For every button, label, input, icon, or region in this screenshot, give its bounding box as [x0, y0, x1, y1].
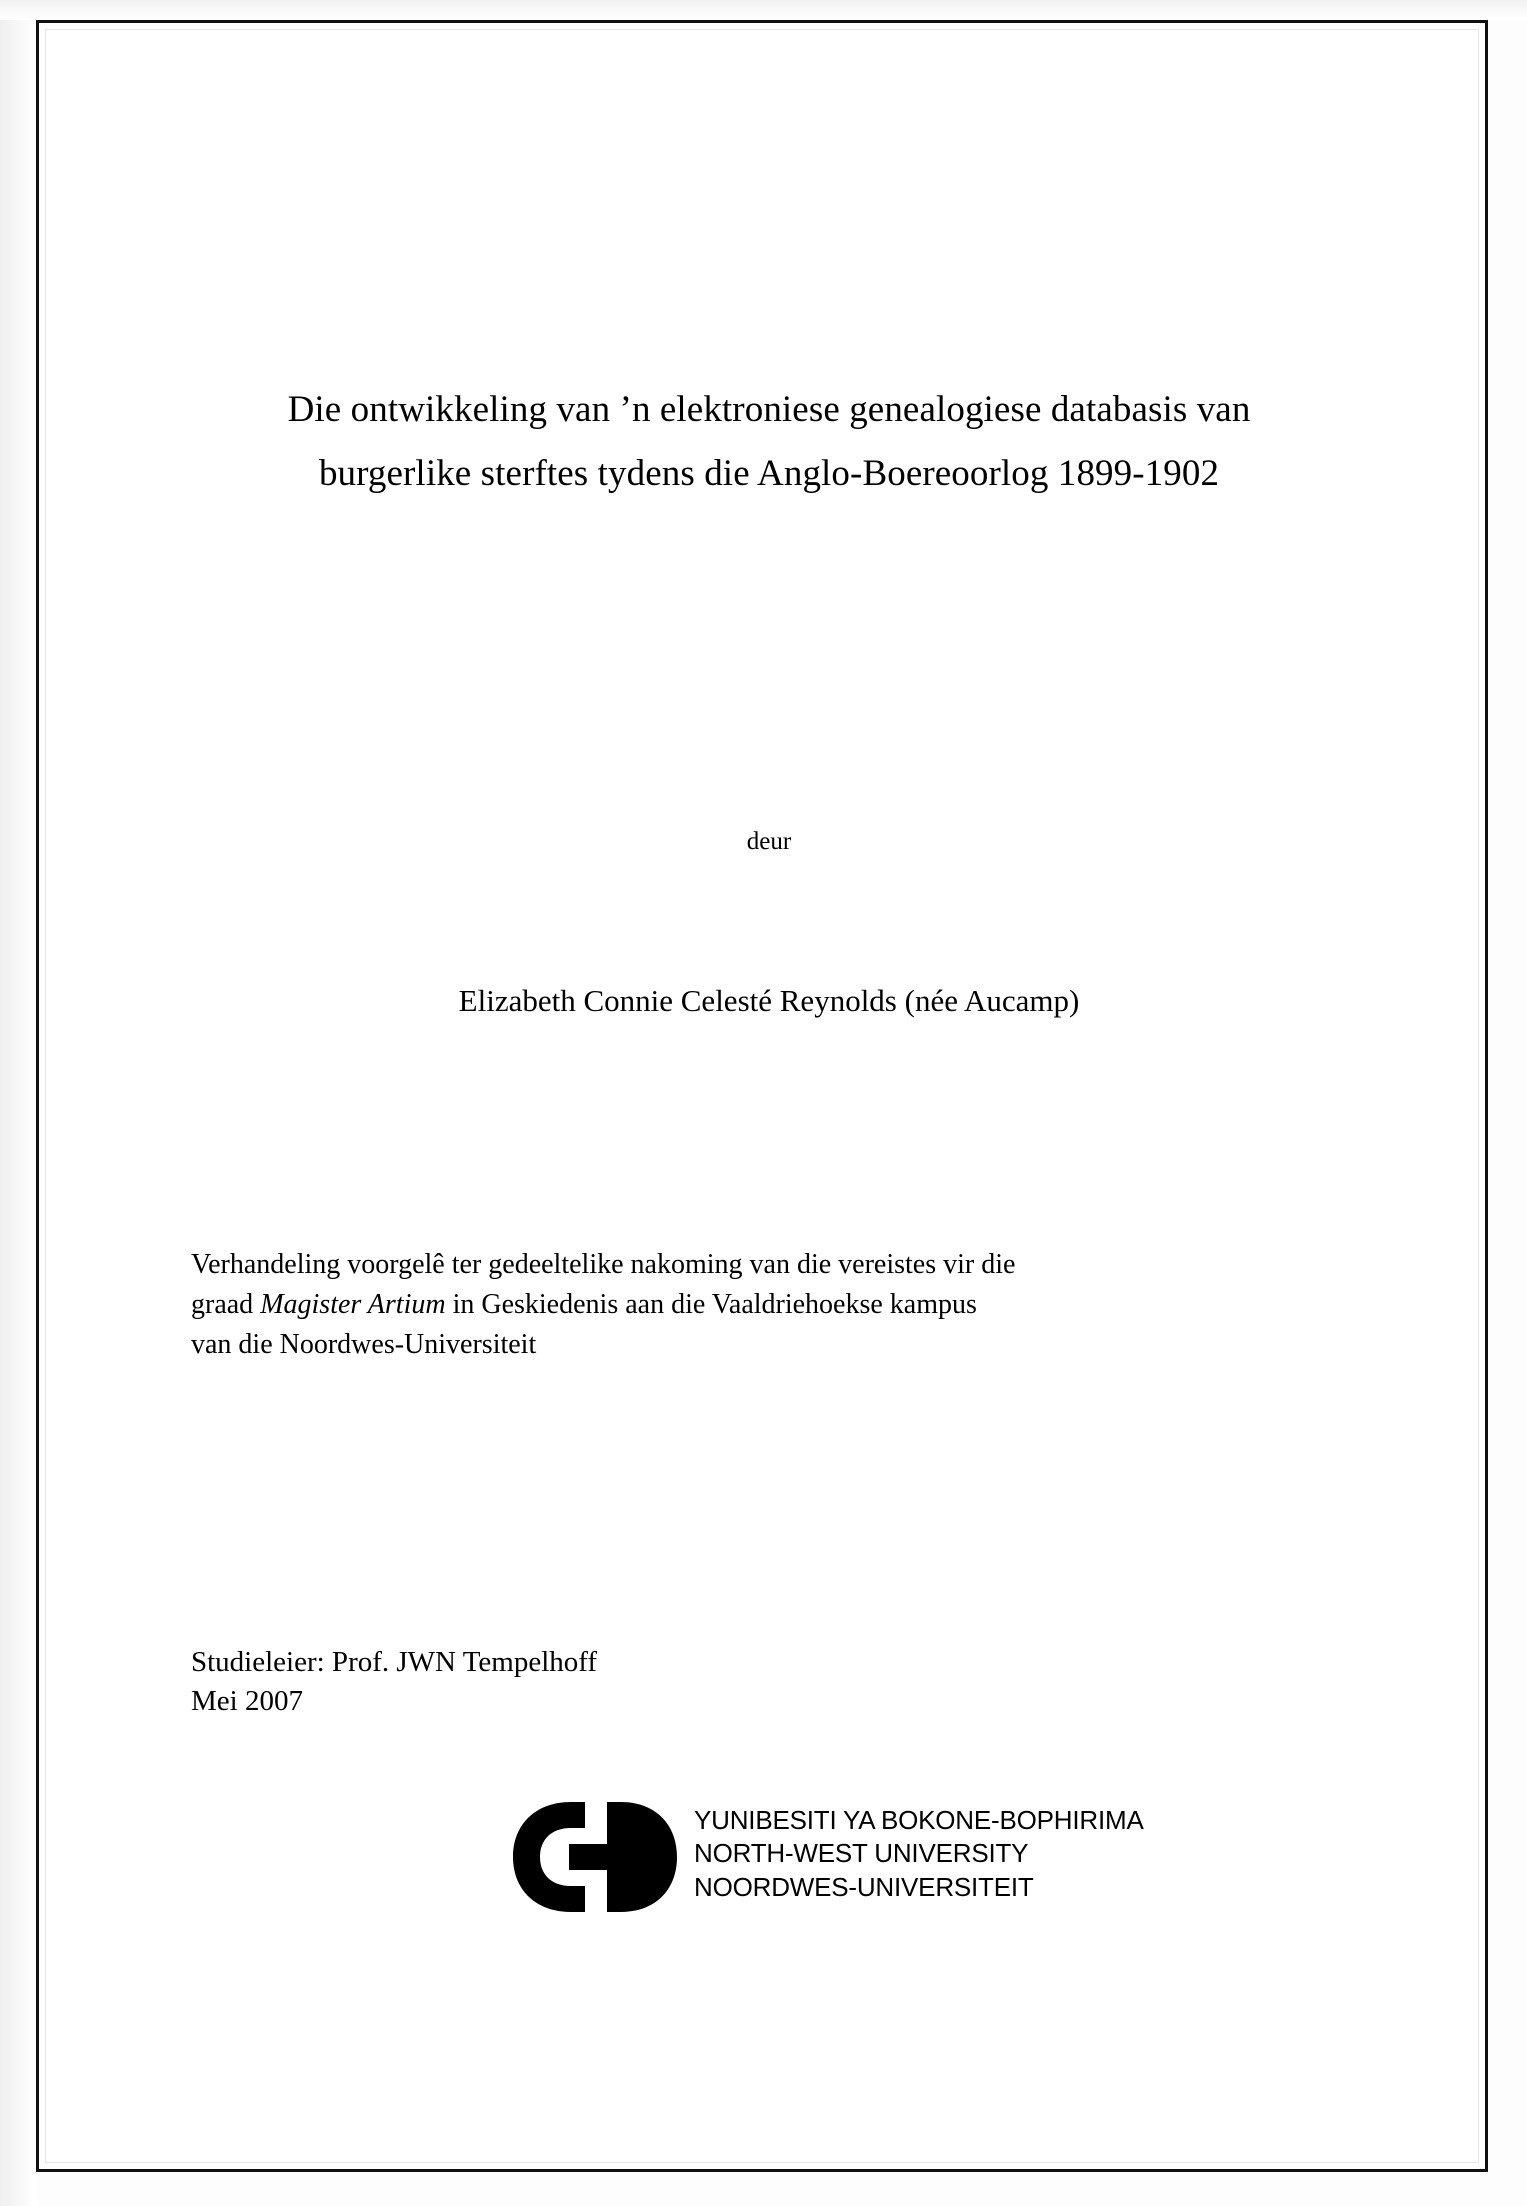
submission-date: Mei 2007 — [191, 1685, 303, 1718]
degree-name-italic: Magister Artium — [260, 1288, 446, 1320]
by-label: deur — [746, 828, 792, 855]
scan-edge-left — [0, 0, 36, 2206]
author-name: Elizabeth Connie Celesté Reynolds (née Aucamp) — [458, 983, 1080, 1018]
degree-statement-line-3: van die Noordwes-Universiteit — [191, 1328, 537, 1360]
degree-statement-line-2-post: in Geskiedenis aan die Vaaldriehoekse kampus — [445, 1288, 977, 1320]
page-border — [36, 20, 1488, 2172]
page-title-line-1: Die ontwikkeling van ’n elektroniese genealogiese databasis van — [287, 389, 1251, 430]
degree-statement-line-2 — [191, 1285, 1346, 1325]
supervisor-block — [191, 1643, 1191, 1721]
logo-line-english: NORTH-WEST UNIVERSITY — [694, 1838, 1029, 1869]
university-logo-text — [694, 1804, 1144, 1904]
university-logo-block — [509, 1798, 1269, 1918]
logo-line-setswana: YUNIBESITI YA BOKONE-BOPHIRIMA — [694, 1805, 1144, 1835]
degree-statement — [191, 1245, 1346, 1364]
page-title — [189, 378, 1349, 505]
scan-edge-top — [0, 0, 1527, 20]
degree-statement-line-1: Verhandeling voorgelê ter gedeeltelike nakoming van die vereistes vir die — [191, 1249, 1016, 1280]
degree-statement-line-2-pre: graad — [191, 1288, 261, 1320]
logo-line-afrikaans: NOORDWES-UNIVERSITEIT — [694, 1871, 1034, 1902]
north-west-university-logo-icon — [509, 1798, 684, 1916]
page-title-line-2: burgerlike sterftes tydens die Anglo-Boereoorlog 1899-1902 — [318, 452, 1220, 494]
title-page-content — [189, 23, 1349, 2169]
supervisor-name: Studieleier: Prof. JWN Tempelhoff — [191, 1646, 598, 1678]
